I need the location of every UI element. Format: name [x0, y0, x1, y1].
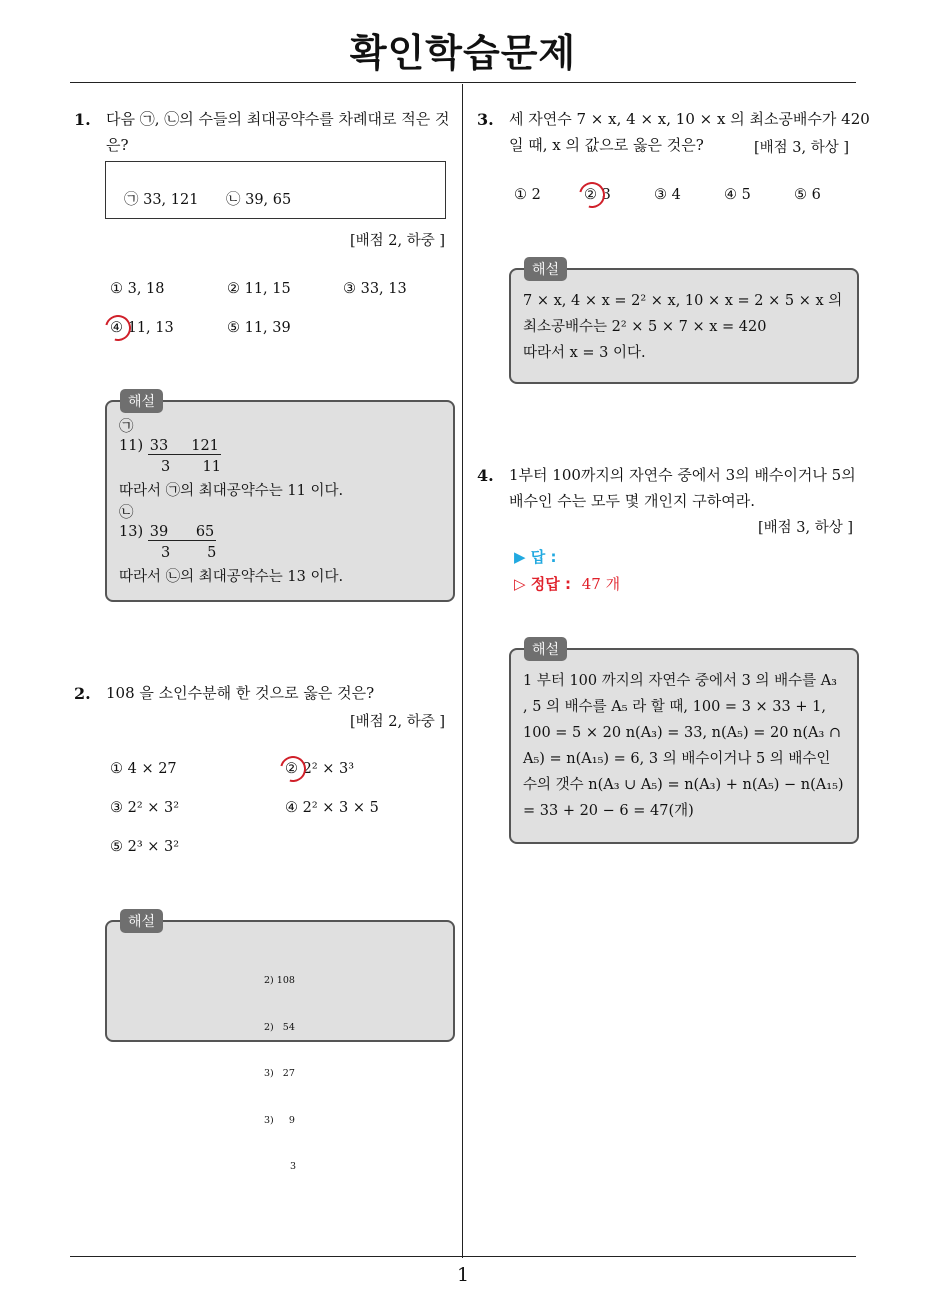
choice-5[interactable]: ⑤ 6: [794, 187, 821, 203]
solution-box: [105, 920, 455, 1172]
answer-row[interactable]: [514, 546, 556, 567]
solution-body: 1 부터 100 까지의 자연수 중에서 3 의 배수를 A₃ , 5 의 배수를 A₅ 라 할 때, 100 = 3 × 33 + 1, 100 = 5 × 20 n(A₃) = 33, n(A₅) = 20 n(A₃ ∩ A₅) = n(A₁₅) = 6, 3 의 배수이거나 5 의 배수인 수의 갯수 n(A₃ ∪ A₅) = n(A₃) + n(A₅) − n(A₁₅) = 33 + 20 − 6 = 47(개): [523, 673, 844, 819]
choice-5[interactable]: ⑤ 2³ × 3²: [110, 839, 180, 855]
question-number: 2.: [74, 684, 91, 703]
answer-mark-circle: [275, 751, 311, 787]
condition-box: [105, 161, 446, 219]
choice-3[interactable]: ③ 2² × 3²: [110, 800, 180, 816]
answer-label: ▶ 답 :: [514, 548, 557, 566]
answer-mark-circle: [574, 177, 610, 213]
choice-2[interactable]: ② 3: [584, 187, 611, 203]
choice-3[interactable]: ③ 33, 13: [343, 281, 407, 297]
page-number: 1: [456, 1264, 470, 1286]
solution-body: 7 × x, 4 × x = 2² × x, 10 × x = 2 × 5 × x 의 최소공배수는 2² × 5 × 7 × x = 420 따라서 x = 3 이다.: [523, 293, 843, 361]
choice-1[interactable]: ① 3, 18: [110, 281, 165, 297]
question-number: 4.: [477, 466, 494, 485]
solution-box: [509, 268, 859, 384]
choice-3[interactable]: ③ 4: [654, 187, 681, 203]
solution-tag: 해설: [120, 909, 163, 933]
question-number: 3.: [477, 110, 494, 129]
top-rule: [70, 82, 856, 83]
choice-2[interactable]: ② 2² × 3³: [285, 761, 355, 777]
condition-b: ㉡ 39, 65: [226, 192, 292, 208]
question-text: 1부터 100까지의 자연수 중에서 3의 배수이거나 5의 배수인 수는 모두 몇 개인지 구하여라.: [509, 466, 856, 510]
key-row: [514, 573, 620, 594]
solution-body: ㉠ 11) 33 121 3 11 따라서 ㉠의 최대공약수는 11 이다. ㉡ 13) 39 65 3 5 따라서 ㉡의 최대공약수는 13 이다.: [119, 418, 449, 590]
choice-4[interactable]: ④ 5: [724, 187, 751, 203]
question-number: 1.: [74, 110, 91, 129]
solution-box: [105, 400, 455, 602]
key-label: ▷ 정답 :: [514, 575, 571, 593]
question-text: 다음 ㉠, ㉡의 수들의 최대공약수를 차례대로 적은 것 은?: [106, 110, 450, 154]
division-ladder: 2) 108 2) 54 3) 27 3) 9 3: [264, 975, 297, 1172]
question-text: 세 자연수 7 × x, 4 × x, 10 × x 의 최소공배수가 420 일 때, x 의 값으로 옳은 것은?: [509, 110, 870, 154]
bottom-rule: [70, 1256, 856, 1257]
score-meta: [배점 3, 하상 ]: [754, 140, 850, 156]
solution-box: [509, 648, 859, 844]
choice-1[interactable]: ① 4 × 27: [110, 761, 177, 777]
division-b-row1: 13) 39 65: [119, 524, 215, 540]
solution-tag: 해설: [120, 389, 163, 413]
solution-tag: 해설: [524, 257, 567, 281]
solution-tag: 해설: [524, 637, 567, 661]
condition-a: ㉠ 33, 121: [124, 192, 199, 208]
choice-5[interactable]: ⑤ 11, 39: [227, 320, 291, 336]
choice-4[interactable]: ④ 2² × 3 × 5: [285, 800, 379, 816]
answer-mark-circle: [100, 310, 136, 346]
score-meta: [배점 3, 하상 ]: [758, 520, 854, 536]
score-meta: [배점 2, 하중 ]: [350, 233, 446, 249]
score-meta: [배점 2, 하중 ]: [350, 714, 446, 730]
division-a-row1: 11) 33 121: [119, 438, 219, 454]
question-text: 108 을 소인수분해 한 것으로 옳은 것은?: [106, 684, 375, 702]
key-value: 47 개: [581, 575, 621, 593]
page-title: 확인학습문제: [349, 31, 577, 75]
choice-2[interactable]: ② 11, 15: [227, 281, 291, 297]
choice-1[interactable]: ① 2: [514, 187, 541, 203]
choice-4[interactable]: ④ 11, 13: [110, 320, 174, 336]
column-divider: [462, 84, 463, 1258]
